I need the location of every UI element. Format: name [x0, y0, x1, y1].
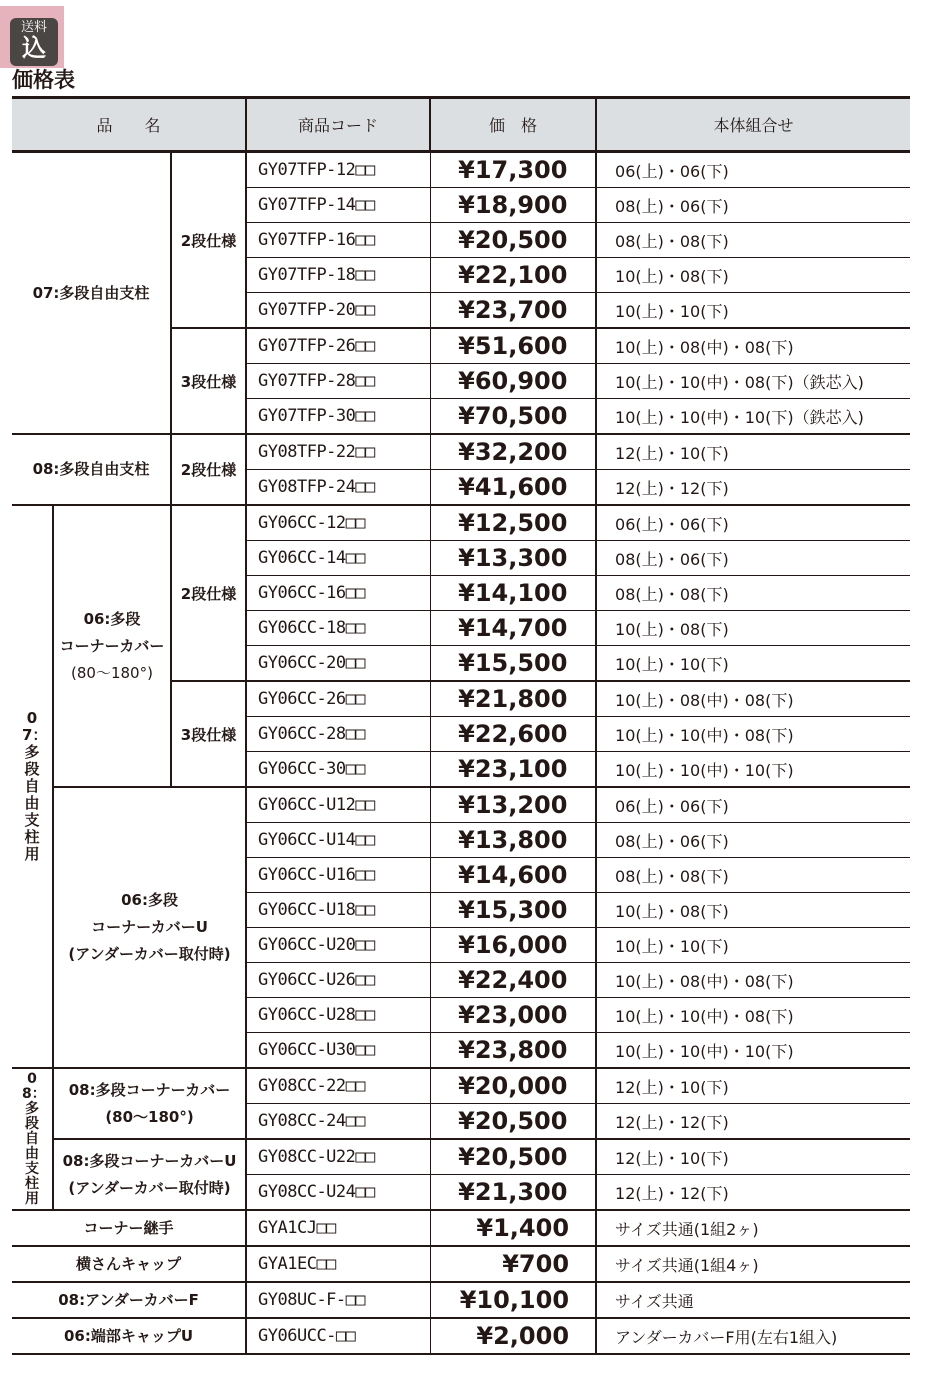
product-code: GY06CC-26□□ — [246, 681, 430, 717]
price: ¥13,300 — [430, 541, 596, 576]
price: ¥14,600 — [430, 858, 596, 893]
header-name: 品 名 — [12, 98, 246, 152]
combination: サイズ共通 — [596, 1282, 910, 1318]
combination: 08(上)・08(下) — [596, 576, 910, 611]
group-08-post: 08:多段自由支柱 — [12, 434, 171, 505]
spec-2-stage: 2段仕様 — [171, 505, 246, 681]
combination: 12(上)・12(下) — [596, 470, 910, 506]
product-code: GY08TFP-22□□ — [246, 434, 430, 470]
price: ¥23,000 — [430, 998, 596, 1033]
table-row — [12, 152, 910, 188]
label-line: コーナーカバー — [59, 636, 165, 655]
table-row — [12, 1282, 910, 1318]
label-line: (アンダーカバー取付時) — [68, 1178, 231, 1197]
product-code: GY06CC-U30□□ — [246, 1033, 430, 1069]
price: ¥12,500 — [430, 505, 596, 541]
label-line: 08:多段コーナーカバーU — [62, 1151, 237, 1170]
product-code: GY06CC-U14□□ — [246, 823, 430, 858]
price: ¥51,600 — [430, 328, 596, 364]
combination: アンダーカバーF用(左右1組入) — [596, 1318, 910, 1354]
combination: 10(上)・10(下) — [596, 293, 910, 329]
product-code: GY07TFP-20□□ — [246, 293, 430, 329]
product-code: GY06CC-U12□□ — [246, 787, 430, 823]
price: ¥700 — [430, 1246, 596, 1282]
combination: 08(上)・06(下) — [596, 188, 910, 223]
product-code: GY06CC-16□□ — [246, 576, 430, 611]
table-row — [12, 434, 910, 470]
price: ¥20,500 — [430, 223, 596, 258]
table-row — [12, 1139, 910, 1175]
product-code: GY07TFP-12□□ — [246, 152, 430, 188]
combination: 10(上)・10(中)・10(下) — [596, 1033, 910, 1069]
table-row — [12, 505, 910, 541]
price: ¥17,300 — [430, 152, 596, 188]
table-row — [12, 1068, 910, 1104]
group-for-08-post — [12, 1068, 53, 1210]
price: ¥22,600 — [430, 717, 596, 752]
price: ¥22,400 — [430, 963, 596, 998]
price: ¥18,900 — [430, 188, 596, 223]
price: ¥16,000 — [430, 928, 596, 963]
price: ¥22,100 — [430, 258, 596, 293]
product-code: GY08CC-22□□ — [246, 1068, 430, 1104]
price: ¥14,100 — [430, 576, 596, 611]
product-code: GY06CC-U20□□ — [246, 928, 430, 963]
combination: 08(上)・06(下) — [596, 823, 910, 858]
price: ¥13,200 — [430, 787, 596, 823]
price: ¥2,000 — [430, 1318, 596, 1354]
product-code: GY06UCC-□□ — [246, 1318, 430, 1354]
price: ¥70,500 — [430, 399, 596, 435]
product-code: GY07TFP-14□□ — [246, 188, 430, 223]
label-line: (80〜180°) — [105, 1107, 194, 1126]
label-line: コーナーカバーU — [91, 918, 208, 936]
spec-3-stage: 3段仕様 — [171, 681, 246, 787]
price-table — [12, 96, 910, 1355]
price: ¥10,100 — [430, 1282, 596, 1318]
combination: 10(上)・08(中)・08(下) — [596, 681, 910, 717]
combination: 06(上)・06(下) — [596, 787, 910, 823]
table-row — [12, 1246, 910, 1282]
price: ¥21,300 — [430, 1175, 596, 1211]
header-combo: 本体組合せ — [596, 98, 910, 152]
combination: 10(上)・10(下) — [596, 646, 910, 682]
label-line: 06:多段 — [83, 609, 141, 628]
combination: 08(上)・08(下) — [596, 858, 910, 893]
product-code: GY06CC-U26□□ — [246, 963, 430, 998]
combination: 10(上)・08(下) — [596, 893, 910, 928]
table-row — [12, 1318, 910, 1354]
product-code: GY06CC-14□□ — [246, 541, 430, 576]
badge-label-big: 込 — [22, 34, 46, 62]
product-code: GYA1CJ□□ — [246, 1210, 430, 1246]
label-line: 06:多段 — [121, 891, 178, 909]
price: ¥60,900 — [430, 364, 596, 399]
combination: 10(上)・08(中)・08(下) — [596, 963, 910, 998]
combination: 10(上)・10(中)・08(下) — [596, 717, 910, 752]
label-line: 08:多段コーナーカバー — [68, 1080, 231, 1099]
combination: 12(上)・10(下) — [596, 1068, 910, 1104]
page-title: 価格表 — [12, 68, 75, 92]
combination: 06(上)・06(下) — [596, 152, 910, 188]
group-08-corner-cover — [53, 1068, 246, 1139]
header-code: 商品コード — [246, 98, 430, 152]
combination: 10(上)・10(中)・08(下)（鉄芯入) — [596, 364, 910, 399]
table-row — [12, 1210, 910, 1246]
label-line: (80〜180°) — [71, 663, 153, 682]
group-for-07-post — [12, 505, 53, 1068]
shipping-included-badge — [0, 6, 64, 68]
product-code: GYA1EC□□ — [246, 1246, 430, 1282]
price: ¥23,800 — [430, 1033, 596, 1069]
item-under-cover-f: 08:アンダーカバーF — [12, 1282, 246, 1318]
product-code: GY06CC-12□□ — [246, 505, 430, 541]
combination: 10(上)・08(下) — [596, 258, 910, 293]
spec-3-stage: 3段仕様 — [171, 328, 246, 434]
product-code: GY08TFP-24□□ — [246, 470, 430, 506]
product-code: GY07TFP-30□□ — [246, 399, 430, 435]
group-07-post: 07:多段自由支柱 — [12, 152, 171, 435]
spec-2-stage: 2段仕様 — [171, 152, 246, 329]
combination: サイズ共通(1組2ヶ) — [596, 1210, 910, 1246]
price: ¥20,000 — [430, 1068, 596, 1104]
price: ¥23,100 — [430, 752, 596, 788]
table-row — [12, 787, 910, 823]
item-corner-joint: コーナー継手 — [12, 1210, 246, 1246]
item-end-cap-u: 06:端部キャップU — [12, 1318, 246, 1354]
combination: 08(上)・06(下) — [596, 541, 910, 576]
combination: 10(上)・08(中)・08(下) — [596, 328, 910, 364]
product-code: GY07TFP-16□□ — [246, 223, 430, 258]
product-code: GY08UC-F-□□ — [246, 1282, 430, 1318]
price: ¥32,200 — [430, 434, 596, 470]
price: ¥14,700 — [430, 611, 596, 646]
product-code: GY08CC-24□□ — [246, 1104, 430, 1140]
combination: 10(上)・10(中)・08(下) — [596, 998, 910, 1033]
product-code: GY07TFP-18□□ — [246, 258, 430, 293]
badge-label-top: 送料 — [20, 20, 47, 35]
price: ¥20,500 — [430, 1139, 596, 1175]
price: ¥23,700 — [430, 293, 596, 329]
price: ¥41,600 — [430, 470, 596, 506]
combination: 10(上)・10(中)・10(下)（鉄芯入) — [596, 399, 910, 435]
price: ¥15,300 — [430, 893, 596, 928]
label-line: (アンダーカバー取付時) — [68, 945, 231, 963]
price: ¥15,500 — [430, 646, 596, 682]
group-06-corner-cover-u — [53, 787, 246, 1068]
vertical-label: 08：多段自由支柱用 — [22, 1070, 46, 1207]
product-code: GY07TFP-26□□ — [246, 328, 430, 364]
spec-2-stage: 2段仕様 — [171, 434, 246, 505]
price: ¥13,800 — [430, 823, 596, 858]
product-code: GY06CC-U28□□ — [246, 998, 430, 1033]
combination: 12(上)・12(下) — [596, 1104, 910, 1140]
combination: 08(上)・08(下) — [596, 223, 910, 258]
product-code: GY06CC-28□□ — [246, 717, 430, 752]
header-price: 価 格 — [430, 98, 596, 152]
combination: 12(上)・10(下) — [596, 1139, 910, 1175]
product-code: GY08CC-U24□□ — [246, 1175, 430, 1211]
product-code: GY07TFP-28□□ — [246, 364, 430, 399]
product-code: GY06CC-20□□ — [246, 646, 430, 682]
group-08-corner-cover-u — [53, 1139, 246, 1210]
combination: 12(上)・12(下) — [596, 1175, 910, 1211]
combination: 06(上)・06(下) — [596, 505, 910, 541]
combination: 10(上)・08(下) — [596, 611, 910, 646]
combination: 12(上)・10(下) — [596, 434, 910, 470]
group-06-corner-cover — [53, 505, 171, 787]
price: ¥21,800 — [430, 681, 596, 717]
combination: 10(上)・10(下) — [596, 928, 910, 963]
product-code: GY06CC-18□□ — [246, 611, 430, 646]
combination: サイズ共通(1組4ヶ) — [596, 1246, 910, 1282]
product-code: GY08CC-U22□□ — [246, 1139, 430, 1175]
table-header-row — [12, 98, 910, 152]
item-rail-cap: 横さんキャップ — [12, 1246, 246, 1282]
combination: 10(上)・10(中)・10(下) — [596, 752, 910, 788]
product-code: GY06CC-30□□ — [246, 752, 430, 788]
price: ¥20,500 — [430, 1104, 596, 1140]
vertical-label: 07：多段自由支柱用 — [22, 709, 48, 863]
product-code: GY06CC-U16□□ — [246, 858, 430, 893]
price: ¥1,400 — [430, 1210, 596, 1246]
product-code: GY06CC-U18□□ — [246, 893, 430, 928]
